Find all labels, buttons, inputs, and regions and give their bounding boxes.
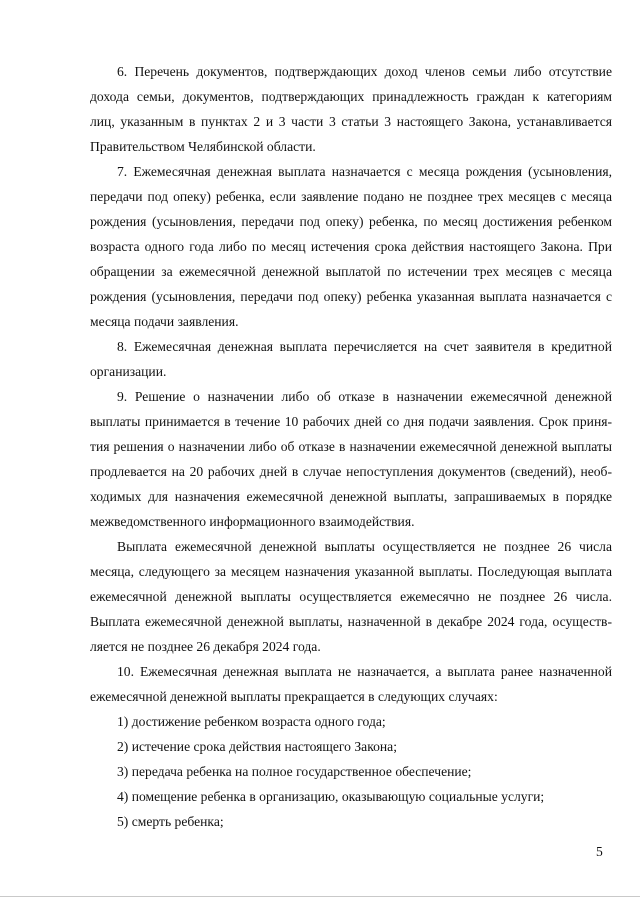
text-line: дохода семьи, документов, подтверждающих принадлежность граждан к категориям (90, 89, 612, 104)
text-line: 8. Ежемесячная денежная выплата перечисляется на счет заявителя в кредитной (117, 339, 612, 354)
page-number: 5 (596, 844, 603, 859)
list-item: 4) помещение ребенка в организацию, оказывающую социальные услуги; (117, 789, 545, 804)
text-line: 6. Перечень документов, подтверждающих доход членов семьи либо отсутствие (117, 64, 612, 79)
text-line: ляется не позднее 26 декабря 2024 года. (90, 639, 321, 654)
bottom-border (0, 896, 640, 897)
text-line: передачи под опеку) ребенка, если заявление подано не позднее трех месяцев с месяца (90, 189, 612, 204)
text-line: месяца подачи заявления. (90, 314, 239, 329)
text-line: Выплата ежемесячной денежной выплаты, назначенной в декабре 2024 года, осуществ- (90, 614, 612, 629)
text-line: продлевается на 20 рабочих дней в случае непоступления документов (сведений), необ- (90, 464, 612, 479)
text-line: рождения (усыновления, передачи под опеку) ребенка указанная выплата назначается с (90, 289, 612, 304)
text-line: рождения (усыновления, передачи под опеку) ребенка, по месяц достижения ребенком (90, 214, 612, 229)
list-item: 1) достижение ребенком возраста одного года; (117, 714, 386, 729)
text-line: ходимых для назначения ежемесячной денежной выплаты, запрашиваемых в порядке (90, 489, 612, 504)
text-line: ежемесячной денежной выплаты прекращается в следующих случаях: (90, 689, 498, 704)
text-line: 7. Ежемесячная денежная выплата назначается с месяца рождения (усыновления, (117, 164, 612, 179)
text-line: выплаты принимается в течение 10 рабочих дней со дня подачи заявления. Срок приня- (90, 414, 612, 429)
text-line: организации. (90, 364, 167, 379)
text-line: обращении за ежемесячной денежной выплатой по истечении трех месяцев с месяца (90, 264, 612, 279)
text-line: тия решения о назначении либо об отказе в назначении ежемесячной денежной выплаты (90, 439, 612, 454)
text-line: Правительством Челябинской области. (90, 139, 316, 154)
text-line: межведомственного информационного взаимодействия. (90, 514, 415, 529)
list-item: 2) истечение срока действия настоящего Закона; (117, 739, 397, 754)
list-item: 5) смерть ребенка; (117, 814, 224, 829)
list-item: 3) передача ребенка на полное государственное обеспечение; (117, 764, 472, 779)
text-line: 9. Решение о назначении либо об отказе в назначении ежемесячной денежной (117, 389, 612, 404)
text-line: 10. Ежемесячная денежная выплата не назначается, а выплата ранее назначенной (117, 664, 612, 679)
text-line: ежемесячной денежной выплаты осуществляется ежемесячно не позднее 26 числа. (90, 589, 612, 604)
text-line: месяца, следующего за месяцем назначения указанной выплаты. Последующая выплата (90, 564, 612, 579)
text-line: лиц, указанным в пунктах 2 и 3 части 3 статьи 3 настоящего Закона, устанавливается (90, 114, 612, 129)
text-line: Выплата ежемесячной денежной выплаты осуществляется не позднее 26 числа (117, 539, 612, 554)
text-line: возраста одного года либо по месяц истечения срока действия настоящего Закона. При (90, 239, 612, 254)
